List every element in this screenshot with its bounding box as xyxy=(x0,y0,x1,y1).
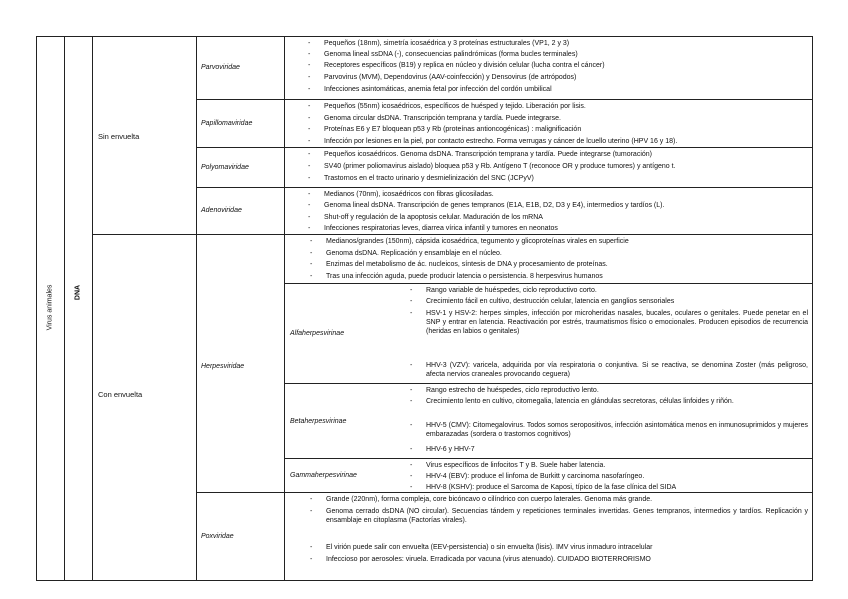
family-parvoviridae: Parvoviridae xyxy=(201,64,240,71)
list-item: - Infección por lesiones en la piel, por contacto estrecho. Forma verrugas y cáncer de lcuello uterino (HPV 16 y 18). xyxy=(324,137,677,146)
family-herpesviridae: Herpesviridae xyxy=(201,363,245,370)
list-item: - Infeccioso por aerosoles: viruela. Erradicada por vacuna (virus atenuado). CUIDADO BIOTERRORISMO xyxy=(326,555,651,564)
list-item: - Pequeños (18nm), simetría icosaédrica y 3 proteínas estructurales (VP1, 2 y 3) xyxy=(324,39,569,48)
list-item: - Genoma circular dsDNA. Transcripción temprana y tardía. Puede integrarse. xyxy=(324,114,561,123)
list-item: - Medianos (70nm), icosaédricos con fibras glicosiladas. xyxy=(324,190,494,199)
col-divider xyxy=(92,36,93,581)
list-item: - Crecimiento fácil en cultivo, destrucción celular, latencia en ganglios sensoriales xyxy=(426,297,674,306)
genome-label: DNA xyxy=(74,284,82,301)
list-item: - Genoma lineal dsDNA. Transcripción de genes tempranos (E1A, E1B, D2, D3 y E4), intermedios y tardíos (L). xyxy=(324,201,664,210)
list-item: - Enzimas del metabolismo de ác. nucleicos, síntesis de DNA y procesamiento de proteínas. xyxy=(326,260,608,269)
row-divider xyxy=(284,283,813,284)
row-divider xyxy=(196,147,813,148)
list-item: - HHV-5 (CMV): Citomegalovirus. Todos somos seropositivos, infección asintomática menos en inmunosuprimidos y mujeres embarazadas (sordera o trastornos cognitivos) xyxy=(426,421,808,439)
list-item: - Infecciones respiratorias leves, diarrea vírica infantil y tumores en neonatos xyxy=(324,224,558,233)
col-divider xyxy=(284,36,285,581)
list-item: - Genoma dsDNA. Replicación y ensamblaje en el núcleo. xyxy=(326,249,502,258)
list-item: - Genoma cerrado dsDNA (NO circular). Secuencias tándem y repeticiones terminales invertidas. Genes tempranos, intermedios y tardíos. Replicación y ensamblaje en citoplasma (Factorías virales). xyxy=(326,507,808,525)
list-item: - HSV-1 y HSV-2: herpes simples, infección por microheridas nasales, bucales, oculares o genitales. Puede penetar en el SNP y entrar en latencia. Reactivación por estrés, traumatismos físico o emocionales. Producen episodios de recurrencia (heridas en labios o genitales) xyxy=(426,309,808,336)
col-divider xyxy=(196,36,197,581)
group-label-sin-envuelta: Sin envuelta xyxy=(98,132,140,141)
list-item: - Proteínas E6 y E7 bloquean p53 y Rb (proteínas antioncogénicas) : malignificación xyxy=(324,125,581,134)
row-divider xyxy=(196,492,813,493)
family-polyomaviridae: Polyomaviridae xyxy=(201,164,249,171)
table-top-border xyxy=(36,36,813,37)
group-label-con-envuelta: Con envuelta xyxy=(98,390,143,399)
list-item: - HHV-4 (EBV): produce el linfoma de Burkitt y carcinoma nasofaríngeo. xyxy=(426,472,644,481)
list-item: - Pequeños (55nm) icosaédricos, específicos de huésped y tejido. Liberación por lisis. xyxy=(324,102,586,111)
list-item: - HHV-3 (VZV): varicela, adquirida por vía respiratoria o conjuntiva. Si se reactiva, se denomina Zoster (más peligroso, afecta nervios craneales provocando ceguera) xyxy=(426,361,808,379)
family-papillomaviridae: Papillomaviridae xyxy=(201,120,253,127)
list-item: - Rango variable de huéspedes, ciclo reproductivo corto. xyxy=(426,286,597,295)
kingdom-label: Virus animales xyxy=(46,284,54,331)
family-poxviridae: Poxviridae xyxy=(201,533,234,540)
group-divider xyxy=(92,234,813,235)
list-item: - Receptores específicos (B19) y replica en núcleo y división celular (lucha contra el cáncer) xyxy=(324,61,605,70)
list-item: - HHV-8 (KSHV): produce el Sarcoma de Kaposi, típico de la fase clínica del SIDA xyxy=(426,483,676,492)
list-item: - SV40 (primer poliomavirus aislado) bloquea p53 y Rb. Antígeno T (reconoce OR y produce tumores) y antígeno t. xyxy=(324,162,675,171)
col-divider xyxy=(812,36,813,581)
list-item: - HHV-6 y HHV-7 xyxy=(426,445,475,454)
list-item: - Grande (220nm), forma compleja, core bicóncavo o cilíndrico con cuerpo laterales. Genoma más grande. xyxy=(326,495,652,504)
list-item: - Tras una infección aguda, puede producir latencia o persistencia. 8 herpesvirus humanos xyxy=(326,272,603,281)
subfamily-gammaherpesvirinae: Gammaherpesvirinae xyxy=(290,472,357,479)
list-item: - Genoma lineal ssDNA (-), consecuencias palindrómicas (forma bucles terminales) xyxy=(324,50,578,59)
family-adenoviridae: Adenoviridae xyxy=(201,207,242,214)
row-divider xyxy=(196,99,813,100)
row-divider xyxy=(284,458,813,459)
list-item: - Virus específicos de linfocitos T y B. Suele haber latencia. xyxy=(426,461,605,470)
col-divider xyxy=(36,36,37,581)
list-item: - Crecimiento lento en cultivo, citomegalia, latencia en glándulas secretoras, células linfoides y riñón. xyxy=(426,397,808,406)
table-bottom-border xyxy=(36,580,813,581)
col-divider xyxy=(64,36,65,581)
list-item: - Parvovirus (MVM), Dependovirus (AAV-coinfección) y Densovirus (de artrópodos) xyxy=(324,73,576,82)
list-item: - Pequeños icosaédricos. Genoma dsDNA. Transcripción temprana y tardía. Puede integrarse (tumoración) xyxy=(324,150,652,159)
list-item: - Shut-off y regulación de la apoptosis celular. Maduración de los mRNA xyxy=(324,213,543,222)
list-item: - Infecciones asintomáticas, anemia fetal por infección del cordón umbilical xyxy=(324,85,552,94)
list-item: - Medianos/grandes (150nm), cápsida icosaédrica, tegumento y glicoproteínas virales en superficie xyxy=(326,237,629,246)
subfamily-alfaherpesvirinae: Alfaherpesvirinae xyxy=(290,330,345,337)
list-item: - Trastornos en el tracto urinario y desmielinización del SNC (JCPyV) xyxy=(324,174,534,183)
row-divider xyxy=(284,383,813,384)
subfamily-betaherpesvirinae: Betaherpesvirinae xyxy=(290,418,347,425)
list-item: - Rango estrecho de huéspedes, ciclo reproductivo lento. xyxy=(426,386,599,395)
list-item: - El virión puede salir con envuelta (EEV-persistencia) o sin envuelta (lisis). IMV virus inmaduro intracelular xyxy=(326,543,652,552)
row-divider xyxy=(196,187,813,188)
